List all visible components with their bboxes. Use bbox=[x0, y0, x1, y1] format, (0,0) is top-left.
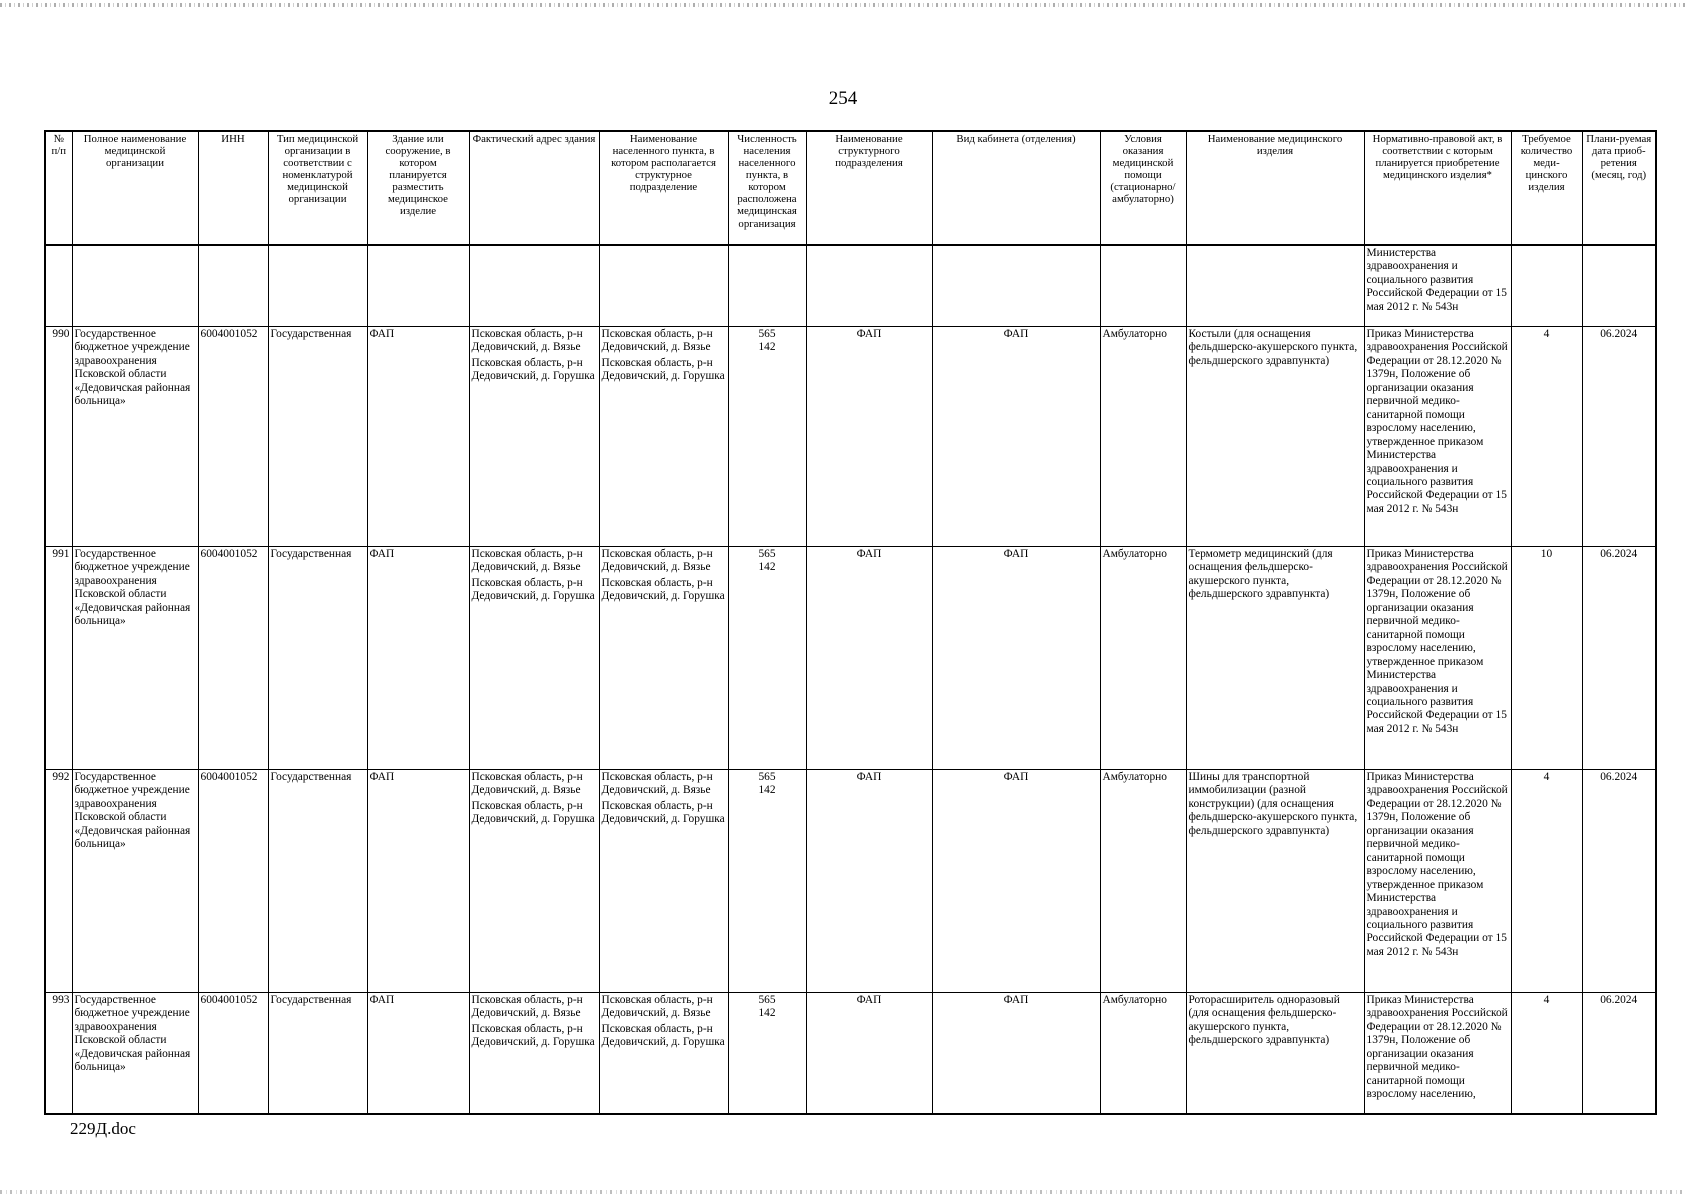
population-value: 142 bbox=[758, 784, 776, 797]
row-type: Государственная bbox=[268, 770, 367, 993]
row-device: Шины для транспортной иммобилизации (разной конструкции) (для оснащения фельдшерско-акушерского пункта, фельдшерского здравпункта) bbox=[1186, 770, 1364, 993]
address-line: Псковская область, р-н Дедовичский, д. Горушка bbox=[471, 576, 595, 603]
row-cabinet: ФАП bbox=[932, 327, 1100, 547]
header-num: № п/п bbox=[45, 131, 72, 245]
row-type: Государственная bbox=[268, 547, 367, 770]
document-filename: 229Д.doc bbox=[70, 1119, 136, 1138]
population-value: 142 bbox=[758, 341, 776, 354]
address-line: Псковская область, р-н Дедовичский, д. Вязье bbox=[471, 771, 583, 797]
row-locality bbox=[599, 993, 728, 1115]
row-qty: 4 bbox=[1511, 770, 1582, 993]
table-row bbox=[45, 547, 1656, 770]
row-address bbox=[469, 770, 599, 993]
row-num: 993 bbox=[45, 993, 72, 1115]
locality-line: Псковская область, р-н Дедовичский, д. Вязье bbox=[601, 994, 713, 1020]
header-population: Численность населения населенного пункта, в котором расположена медицинская организация bbox=[728, 131, 806, 245]
address-line: Псковская область, р-н Дедовичский, д. Вязье bbox=[471, 328, 583, 354]
row-address bbox=[469, 327, 599, 547]
table-row bbox=[45, 770, 1656, 993]
row-qty: 4 bbox=[1511, 327, 1582, 547]
row-org: Государственное бюджетное учреждение здравоохранения Псковской области «Дедовичская районная больница» bbox=[72, 547, 198, 770]
continuation-row bbox=[45, 245, 1656, 327]
row-org: Государственное бюджетное учреждение здравоохранения Псковской области «Дедовичская районная больница» bbox=[72, 993, 198, 1115]
header-device: Наименование медицинского изделия bbox=[1186, 131, 1364, 245]
address-line: Псковская область, р-н Дедовичский, д. Горушка bbox=[471, 1022, 595, 1049]
population-value: 565 bbox=[758, 771, 776, 783]
row-date: 06.2024 bbox=[1582, 993, 1656, 1115]
header-building: Здание или сооружение, в котором планируется разместить медицинское изделие bbox=[367, 131, 469, 245]
row-conditions: Амбулаторно bbox=[1100, 770, 1186, 993]
locality-line: Псковская область, р-н Дедовичский, д. Горушка bbox=[601, 356, 725, 383]
row-org: Государственное бюджетное учреждение здравоохранения Псковской области «Дедовичская районная больница» bbox=[72, 770, 198, 993]
population-value: 142 bbox=[758, 1007, 776, 1020]
header-unit: Наименование структурного подразделения bbox=[806, 131, 932, 245]
locality-line: Псковская область, р-н Дедовичский, д. Горушка bbox=[601, 576, 725, 603]
table-row bbox=[45, 993, 1656, 1115]
header-qty: Требуемое количество меди-цинского изделия bbox=[1511, 131, 1582, 245]
row-act: Приказ Министерства здравоохранения Российской Федерации от 28.12.2020 № 1379н, Положение об организации оказания первичной медико-санитарной помощи взрослому населению, утвержденное приказом Министерства здравоохранения и социального развития Российской Федерации от 15 мая 2012 г. № 543н bbox=[1364, 547, 1511, 770]
row-device: Термометр медицинский (для оснащения фельдшерско-акушерского пункта, фельдшерского здравпункта) bbox=[1186, 547, 1364, 770]
row-population bbox=[728, 547, 806, 770]
locality-line: Псковская область, р-н Дедовичский, д. Горушка bbox=[601, 799, 725, 826]
header-conditions: Условия оказания медицинской помощи (стационарно/ амбулаторно) bbox=[1100, 131, 1186, 245]
row-locality bbox=[599, 547, 728, 770]
scan-edge-bottom bbox=[0, 1190, 1686, 1194]
row-date: 06.2024 bbox=[1582, 770, 1656, 993]
table-row bbox=[45, 327, 1656, 547]
header-inn: ИНН bbox=[198, 131, 268, 245]
row-address bbox=[469, 993, 599, 1115]
row-locality bbox=[599, 770, 728, 993]
row-type: Государственная bbox=[268, 327, 367, 547]
row-building: ФАП bbox=[367, 547, 469, 770]
scan-edge-top bbox=[0, 3, 1686, 7]
row-unit: ФАП bbox=[806, 547, 932, 770]
row-act: Приказ Министерства здравоохранения Российской Федерации от 28.12.2020 № 1379н, Положение об организации оказания первичной медико-санитарной помощи взрослому населению, bbox=[1364, 993, 1511, 1115]
row-date: 06.2024 bbox=[1582, 547, 1656, 770]
address-line: Псковская область, р-н Дедовичский, д. Горушка bbox=[471, 799, 595, 826]
header-address: Фактический адрес здания bbox=[469, 131, 599, 245]
row-inn: 6004001052 bbox=[198, 327, 268, 547]
locality-line: Псковская область, р-н Дедовичский, д. Горушка bbox=[601, 1022, 725, 1049]
locality-line: Псковская область, р-н Дедовичский, д. Вязье bbox=[601, 548, 713, 574]
row-building: ФАП bbox=[367, 770, 469, 993]
row-inn: 6004001052 bbox=[198, 770, 268, 993]
row-num: 990 bbox=[45, 327, 72, 547]
row-conditions: Амбулаторно bbox=[1100, 327, 1186, 547]
row-type: Государственная bbox=[268, 993, 367, 1115]
row-qty: 10 bbox=[1511, 547, 1582, 770]
row-cabinet: ФАП bbox=[932, 770, 1100, 993]
population-value: 142 bbox=[758, 561, 776, 574]
row-building: ФАП bbox=[367, 993, 469, 1115]
row-device: Костыли (для оснащения фельдшерско-акушерского пункта, фельдшерского здравпункта) bbox=[1186, 327, 1364, 547]
row-locality bbox=[599, 327, 728, 547]
locality-line: Псковская область, р-н Дедовичский, д. Вязье bbox=[601, 771, 713, 797]
row-inn: 6004001052 bbox=[198, 547, 268, 770]
row-act: Приказ Министерства здравоохранения Российской Федерации от 28.12.2020 № 1379н, Положение об организации оказания первичной медико-санитарной помощи взрослому населению, утвержденное приказом Министерства здравоохранения и социального развития Российской Федерации от 15 мая 2012 г. № 543н bbox=[1364, 327, 1511, 547]
header-org: Полное наименование медицинской организации bbox=[72, 131, 198, 245]
row-device: Роторасширитель одноразовый (для оснащения фельдшерско-акушерского пункта, фельдшерского здравпункта) bbox=[1186, 993, 1364, 1115]
address-line: Псковская область, р-н Дедовичский, д. Вязье bbox=[471, 548, 583, 574]
population-value: 565 bbox=[758, 994, 776, 1006]
row-conditions: Амбулаторно bbox=[1100, 547, 1186, 770]
continuation-act: Министерства здравоохранения и социального развития Российской Федерации от 15 мая 2012 г. № 543н bbox=[1364, 245, 1511, 327]
row-address bbox=[469, 547, 599, 770]
row-unit: ФАП bbox=[806, 327, 932, 547]
row-cabinet: ФАП bbox=[932, 547, 1100, 770]
row-num: 991 bbox=[45, 547, 72, 770]
row-org: Государственное бюджетное учреждение здравоохранения Псковской области «Дедовичская районная больница» bbox=[72, 327, 198, 547]
row-date: 06.2024 bbox=[1582, 327, 1656, 547]
header-act: Нормативно-правовой акт, в соответствии с которым планируется приобретение медицинского изделия* bbox=[1364, 131, 1511, 245]
address-line: Псковская область, р-н Дедовичский, д. Вязье bbox=[471, 994, 583, 1020]
row-population bbox=[728, 327, 806, 547]
row-act: Приказ Министерства здравоохранения Российской Федерации от 28.12.2020 № 1379н, Положение об организации оказания первичной медико-санитарной помощи взрослому населению, утвержденное приказом Министерства здравоохранения и социального развития Российской Федерации от 15 мая 2012 г. № 543н bbox=[1364, 770, 1511, 993]
row-conditions: Амбулаторно bbox=[1100, 993, 1186, 1115]
row-unit: ФАП bbox=[806, 993, 932, 1115]
row-unit: ФАП bbox=[806, 770, 932, 993]
row-population bbox=[728, 993, 806, 1115]
header-locality: Наименование населенного пункта, в котором располагается структурное подразделение bbox=[599, 131, 728, 245]
medical-equipment-table bbox=[44, 130, 1657, 1115]
header-date: Плани-руемая дата приоб-ретения (месяц, год) bbox=[1582, 131, 1656, 245]
row-cabinet: ФАП bbox=[932, 993, 1100, 1115]
row-num: 992 bbox=[45, 770, 72, 993]
row-inn: 6004001052 bbox=[198, 993, 268, 1115]
row-qty: 4 bbox=[1511, 993, 1582, 1115]
header-row bbox=[45, 131, 1656, 245]
row-building: ФАП bbox=[367, 327, 469, 547]
page-number: 254 bbox=[828, 88, 858, 109]
header-cabinet: Вид кабинета (отделения) bbox=[932, 131, 1100, 245]
locality-line: Псковская область, р-н Дедовичский, д. Вязье bbox=[601, 328, 713, 354]
population-value: 565 bbox=[758, 548, 776, 560]
population-value: 565 bbox=[758, 328, 776, 340]
address-line: Псковская область, р-н Дедовичский, д. Горушка bbox=[471, 356, 595, 383]
row-population bbox=[728, 770, 806, 993]
header-type: Тип медицинской организации в соответствии с номенклатурой медицинской организации bbox=[268, 131, 367, 245]
